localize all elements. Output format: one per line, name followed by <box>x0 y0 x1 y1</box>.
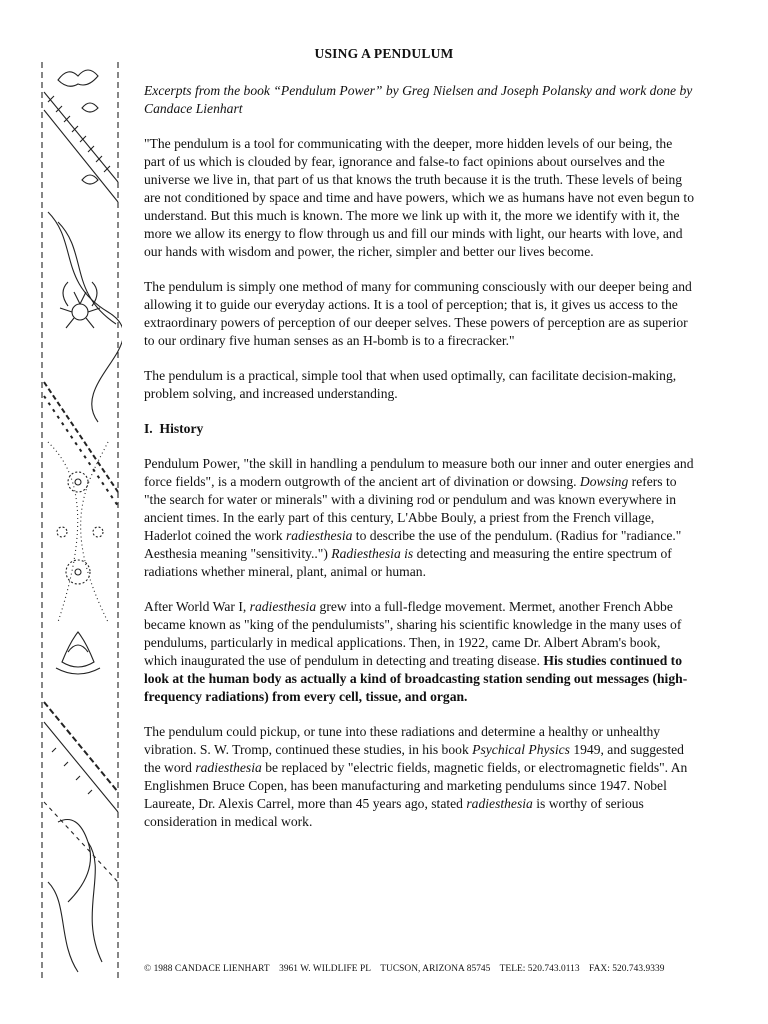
footer-city: TUCSON, ARIZONA 85745 <box>380 964 491 974</box>
footer-address: 3961 W. WILDLIFE PL <box>279 964 371 974</box>
section-heading-history <box>144 420 694 438</box>
text-run: detecting and measuring the entire spectrum of radiations whether mineral, plant, animal or human. <box>144 546 672 579</box>
decorative-border-art <box>38 62 122 982</box>
section-title: History <box>159 421 204 436</box>
footer-copyright: © 1988 CANDACE LIENHART <box>144 964 270 974</box>
text-run: refers to "the search for water or minerals" with a divining rod or pendulum and was known everywhere in ancient times. In the early part of this century, L'Abbe Bouly, a priest from the French village, Haderlot coined the work <box>144 474 677 543</box>
paragraph-practical-tool: The pendulum is a practical, simple tool that when used optimally, can facilitate decision-making, problem solving, and increased understanding. <box>144 368 677 401</box>
text-run: grew into a full-fledge movement. Mermet, another French Abbe became known as "king of the pendulumists", sharing his scientific knowledge in the many uses of pendulums, particularly in medical applications. Then, in 1922, came Dr. Albert Abram's book, which inaugurated the use of pendulum in detecting and treating disease. <box>144 599 682 668</box>
text-run-italic: Dowsing <box>579 474 629 489</box>
paragraph-history-1 <box>144 455 694 581</box>
paragraph-history-3 <box>144 723 694 831</box>
paragraph-quote-2: The pendulum is simply one method of many for communing consciously with our deeper being and allowing it to guide our everyday actions. It is a tool of perception; that is, it gives us access to the extraordinary powers of perception of our deeper selves. These powers of perception are as superior to our ordinary five human senses as an H-bomb is to a firecracker." <box>144 279 692 348</box>
text-run-italic: radiesthesia <box>249 599 317 614</box>
text-run-italic: radiesthesia <box>466 796 533 811</box>
footer-telephone: TELE: 520.743.0113 <box>499 964 580 974</box>
text-run: 1949, and suggested the word <box>144 742 684 775</box>
document-body <box>144 82 694 848</box>
paragraph-history-2 <box>144 598 694 706</box>
footer-fax: FAX: 520.743.9339 <box>589 964 665 974</box>
paragraph-quote-1: "The pendulum is a tool for communicating with the deeper, more hidden levels of our being, the part of us which is clouded by fear, ignorance and false-to fact opinions about ourselves and the universe we live in, that part of us that knows the truth because it is the truth. These levels of being are not conditioned by space and time and have powers, which we as humans have not even begun to understand. But this much is known. The more we link up with it, the more we identify with it, the more we allow its energy to flow through us and fill our minds with light, our hearts with love, and our hands with wisdom and power, the richer, simpler and better our lives become. <box>144 136 695 259</box>
text-run-italic: Radiesthesia is <box>331 546 414 561</box>
intro-citation: Excerpts from the book “Pendulum Power” by Greg Nielsen and Joseph Polansky and work done by Candace Lienhart <box>144 83 693 116</box>
text-run: to describe the use of the pendulum. (Radius for "radiance." Aesthesia meaning "sensitivity..") <box>144 528 682 561</box>
page-title: USING A PENDULUM <box>314 46 454 61</box>
text-run-italic: Psychical Physics <box>472 742 570 757</box>
text-run: The pendulum could pickup, or tune into these radiations and determine a healthy or unhealthy vibration. S. W. Tromp, continued these studies, in his book <box>144 724 661 757</box>
text-run-bold: His studies continued to look at the human body as actually a kind of broadcasting station sending out messages (high-frequency radiations) from every cell, tissue, and organ. <box>144 653 688 704</box>
page-footer <box>144 964 744 974</box>
text-run-italic: radiesthesia <box>285 528 353 543</box>
text-run: Pendulum Power, "the skill in handling a pendulum to measure both our inner and outer energies and force fields", is a modern outgrowth of the ancient art of divination or dowsing. <box>144 456 694 489</box>
text-run-italic: radiesthesia <box>195 760 262 775</box>
text-run: After World War I, <box>144 599 250 614</box>
text-run: be replaced by "electric fields, magnetic fields, or electromagnetic fields". An Englishmen Bruce Copen, has been manufacturing and marketing pendulums since 1947. Nobel Laureate, Dr. Alexis Carrel, more than 45 years ago, stated <box>144 760 688 811</box>
text-run: is worthy of serious consideration in medical work. <box>144 796 644 829</box>
section-number: I. <box>144 421 153 436</box>
